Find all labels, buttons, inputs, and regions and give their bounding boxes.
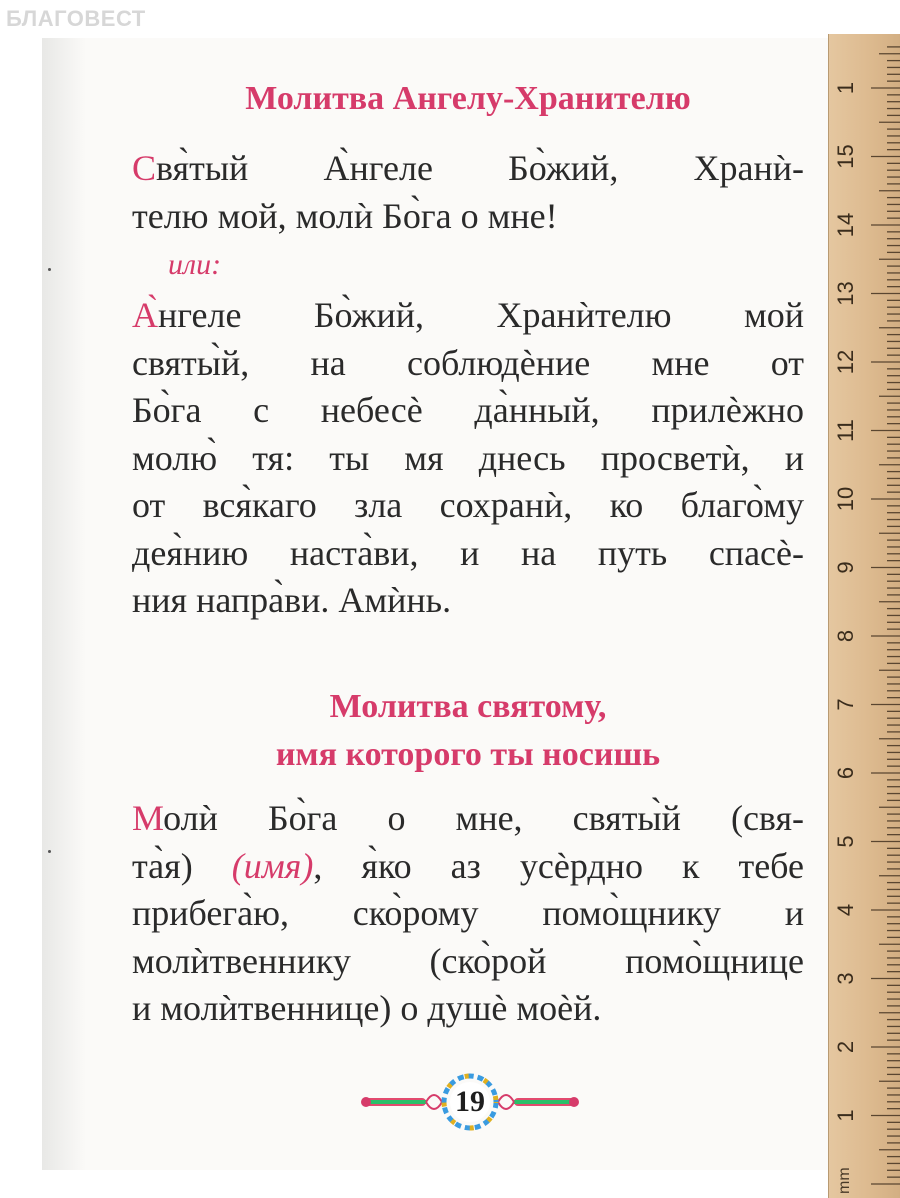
ruler-number: 9 — [833, 561, 858, 574]
prayer-line: вя̀тый А̀нгеле Бо̀жий, Хранѝ- — [156, 148, 804, 188]
ruler-number: 4 — [833, 903, 858, 917]
prayer-line: , я̀ко аз усѐрдно к тебе — [313, 845, 804, 886]
heading-patron-saint — [132, 683, 804, 779]
name-placeholder: (имя) — [231, 845, 314, 886]
prayer-line: ния напра̀ви. Амѝнь. — [132, 580, 452, 620]
ruler-number: 2 — [833, 1040, 858, 1054]
ruler-number: 10 — [833, 486, 858, 512]
ruler-number: 8 — [833, 629, 858, 643]
ruler-number: 15 — [833, 144, 858, 169]
heading-line: имя которого ты носишь — [275, 736, 661, 773]
ruler-ticks — [829, 34, 900, 1198]
prayer-line: от вся̀каго зла сохранѝ, ко благо̀му — [132, 485, 804, 525]
page-number: 19 — [455, 1085, 485, 1118]
prayer-patron-saint — [132, 795, 804, 1033]
ruler-number: 11 — [833, 419, 858, 442]
prayer-line: прибега̀ю, ско̀рому помо̀щнику и — [132, 893, 804, 933]
prayer-guardian-angel-short — [132, 145, 804, 240]
ruler-number: 7 — [833, 698, 858, 711]
ruler-number: 12 — [833, 349, 858, 375]
speck — [48, 850, 51, 853]
ruler-number: 1 — [833, 1109, 858, 1122]
prayer-line: олѝ Бо̀га о мне, святы̀й (свя- — [163, 798, 804, 838]
ruler-unit-label: mm — [836, 1167, 853, 1194]
prayer-line: и молѝтвеннице) о душѐ моѐй. — [132, 988, 602, 1028]
prayer-line: дея̀нию наста̀ви, и на путь спасѐ- — [132, 532, 804, 573]
prayer-line: молю̀ тя: ты мя днесь просветѝ, и — [132, 437, 804, 478]
heading-line: Молитва святому, — [329, 688, 607, 725]
ruler-number: 14 — [833, 212, 858, 238]
page-number-ornament — [360, 1072, 580, 1132]
speck — [48, 268, 51, 271]
ruler-number: 1 — [833, 81, 858, 95]
ruler-number: 3 — [833, 972, 858, 985]
prayer-line: молѝтвеннику (ско̀рой помо̀щнице — [132, 940, 804, 981]
prayer-guardian-angel-long — [132, 292, 804, 625]
prayer-line: святы̀й, на соблюдѐние мне от — [132, 342, 804, 383]
or-label: или: — [168, 248, 222, 281]
prayer-line: Бо̀га с небесѐ да̀нный, прилѐжно — [132, 390, 804, 430]
ruler-number: 6 — [833, 766, 858, 780]
drop-letter: С — [132, 148, 157, 188]
prayer-line: нгеле Бо̀жий, Хранѝтелю мой — [158, 295, 804, 335]
prayer-line: телю мой, молѝ Бо̀га о мне! — [132, 195, 558, 236]
ruler-number: 13 — [833, 281, 858, 306]
drop-letter: А̀ — [132, 295, 158, 335]
prayer-line: та̀я) — [132, 845, 193, 886]
page-gutter-shadow — [42, 38, 86, 1170]
measuring-ruler — [828, 34, 900, 1198]
drop-letter: М — [132, 798, 164, 838]
ruler-number: 5 — [833, 835, 858, 848]
heading-guardian-angel: Молитва Ангелу-Хранителю — [245, 80, 691, 117]
watermark: БЛАГОВЕСТ — [6, 6, 146, 31]
